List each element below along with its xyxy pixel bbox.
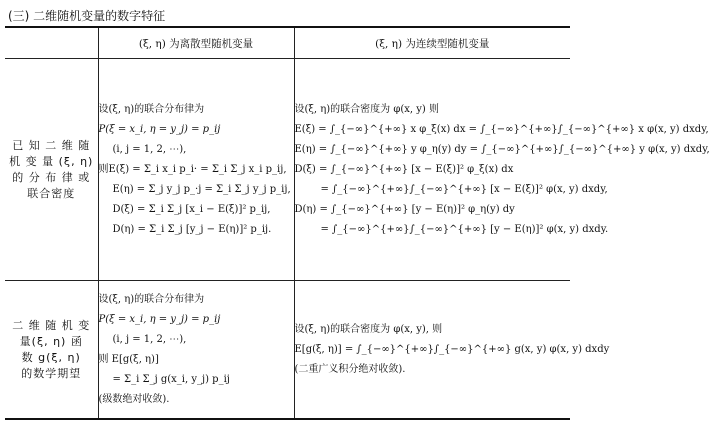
formula-line: = Σ_i Σ_j g(x_i, y_j) p_ij xyxy=(112,373,230,385)
formula-line: E[g(ξ, η)] = ∫_{−∞}^{+∞}∫_{−∞}^{+∞} g(x, y) φ(x, y) dxdy xyxy=(294,343,610,355)
row-label-line: 量(ξ, η) 函 xyxy=(19,334,83,348)
table-row xyxy=(5,59,570,281)
formula-line: (i, j = 1, 2, ⋯), xyxy=(112,143,187,155)
section-heading: (三) 二维随机变量的数字特征 xyxy=(8,9,166,23)
continuous-formula-cell xyxy=(294,59,710,281)
table-row xyxy=(5,281,570,420)
column-header-continuous: (ξ, η) 为连续型随机变量 xyxy=(294,27,570,59)
formula-line: = ∫_{−∞}^{+∞}∫_{−∞}^{+∞} [y − E(η)]² φ(x, y) dxdy. xyxy=(320,223,609,235)
formula-line: P(ξ = x_i, η = y_j) = p_ij xyxy=(98,313,221,325)
formula-line: E(ξ) = ∫_{−∞}^{+∞} x φ_ξ(x) dx = ∫_{−∞}^{+∞}∫_{−∞}^{+∞} x φ(x, y) dxdy, xyxy=(294,123,709,135)
formula-line: 设(ξ, η)的联合分布律为 xyxy=(98,103,205,115)
formula-line: E(η) = Σ_j y_j p_·j = Σ_i Σ_j y_j p_ij, xyxy=(112,183,291,195)
formula-line: D(ξ) = Σ_i Σ_j [x_i − E(ξ)]² p_ij, xyxy=(112,203,271,215)
column-header-discrete: (ξ, η) 为离散型随机变量 xyxy=(98,27,294,59)
continuous-formula-cell xyxy=(294,281,610,420)
formula-line: P(ξ = x_i, η = y_j) = p_ij xyxy=(98,123,221,135)
formula-line: 设(ξ, η)的联合分布律为 xyxy=(98,293,205,305)
formula-line: (二重广义积分绝对收敛). xyxy=(294,363,406,375)
corner-cell xyxy=(5,27,98,59)
formula-line: (级数绝对收敛). xyxy=(98,393,170,405)
formula-line: D(ξ) = ∫_{−∞}^{+∞} [x − E(ξ)]² φ_ξ(x) dx xyxy=(294,163,514,175)
row-label-line: 的数学期望 xyxy=(21,366,82,380)
characteristics-table xyxy=(5,26,710,420)
formula-line: 设(ξ, η)的联合密度为 φ(x, y) 则 xyxy=(294,103,439,115)
row-label-line: 的 分 布 律 或 xyxy=(12,170,91,184)
row-label-line: 二 维 随 机 变 xyxy=(12,318,91,332)
discrete-formula-cell xyxy=(98,281,294,420)
discrete-formula-cell xyxy=(98,59,294,281)
formula-line: (i, j = 1, 2, ⋯), xyxy=(112,333,187,345)
formula-line: D(η) = ∫_{−∞}^{+∞} [y − E(η)]² φ_η(y) dy xyxy=(294,203,515,215)
row-label-line: 机 变 量 (ξ, η) xyxy=(9,154,94,168)
formula-line: D(η) = Σ_i Σ_j [y_j − E(η)]² p_ij. xyxy=(112,223,272,235)
formula-line: = ∫_{−∞}^{+∞}∫_{−∞}^{+∞} [x − E(ξ)]² φ(x, y) dxdy, xyxy=(320,183,608,195)
row-label xyxy=(5,59,98,281)
formula-line: E(η) = ∫_{−∞}^{+∞} y φ_η(y) dy = ∫_{−∞}^{+∞}∫_{−∞}^{+∞} y φ(x, y) dxdy, xyxy=(294,143,710,155)
formula-line: 设(ξ, η)的联合密度为 φ(x, y), 则 xyxy=(294,323,443,335)
row-label-line: 数 g(ξ, η) xyxy=(21,350,81,364)
row-label-line: 已 知 二 维 随 xyxy=(12,138,91,152)
formula-line: 则 E[g(ξ, η)] xyxy=(98,353,159,365)
row-label-line: 联合密度 xyxy=(27,186,76,200)
row-label xyxy=(5,281,98,420)
formula-line: 则E(ξ) = Σ_i x_i p_i· = Σ_i Σ_j x_i p_ij, xyxy=(98,163,287,175)
table-header-row xyxy=(5,27,570,59)
